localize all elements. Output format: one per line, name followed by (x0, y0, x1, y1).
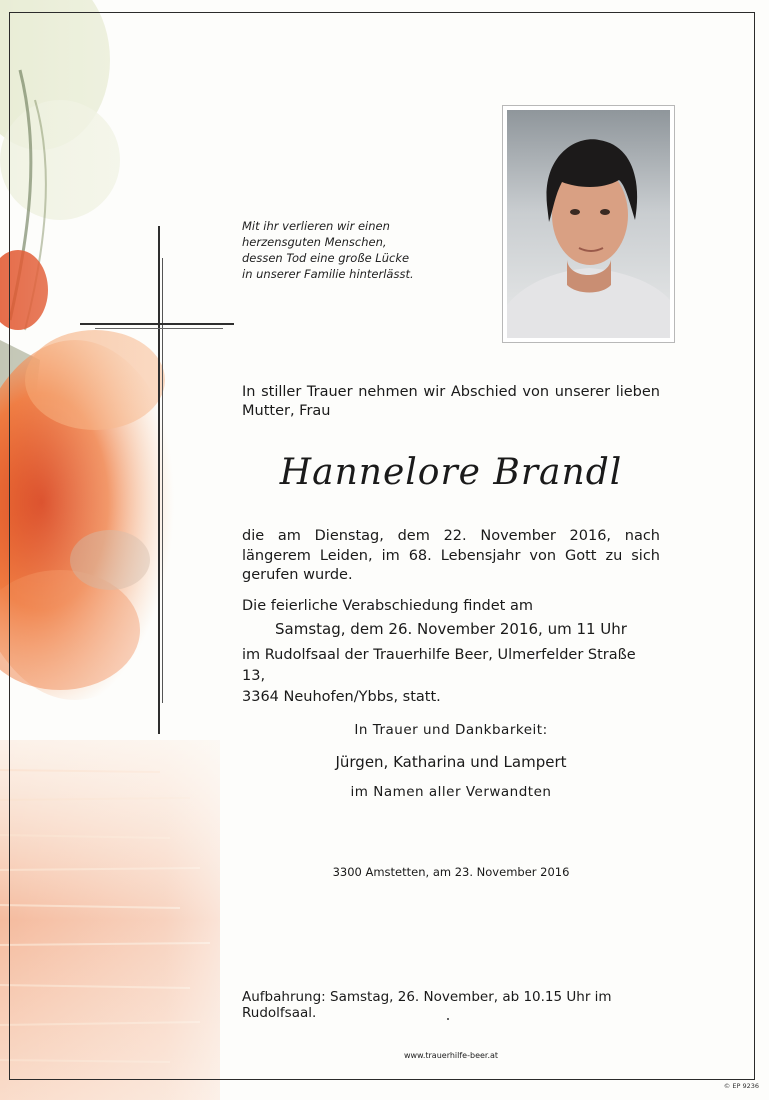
funeral-location-line: im Rudolfsaal der Trauerhilfe Beer, Ulmerfelder Straße 13, (242, 647, 636, 684)
portrait-photo (507, 110, 670, 338)
death-line: die am Dienstag, dem 22. November 2016, nach (242, 528, 660, 544)
quote-line: herzensguten Menschen, (242, 235, 387, 249)
death-notice (242, 527, 660, 586)
decorative-dot (447, 1018, 449, 1020)
memorial-quote (242, 218, 462, 282)
cross-horizontal-shadow (95, 328, 223, 329)
death-line: gerufen wurde. (242, 567, 353, 583)
cross-horizontal-bar (80, 323, 234, 325)
quote-line: Mit ihr verlieren wir einen (242, 219, 390, 233)
funeral-intro: Die feierliche Verabschiedung findet am (242, 598, 533, 614)
cross-vertical-bar (158, 226, 160, 734)
print-code: © EP 9236 (723, 1082, 759, 1090)
quote-line: in unserer Familie hinterlässt. (242, 267, 414, 281)
viewing-info: Aufbahrung: Samstag, 26. November, ab 10.15 Uhr im Rudolfsaal. (242, 989, 612, 1021)
website-link[interactable]: www.trauerhilfe-beer.at (403, 1051, 499, 1060)
funeral-location (242, 645, 660, 708)
quote-line: dessen Tod eine große Lücke (242, 251, 410, 265)
place-date: 3300 Amstetten, am 23. November 2016 (332, 865, 570, 879)
deceased-name: Hannelore Brandl (279, 452, 623, 493)
funeral-date: Samstag, dem 26. November 2016, um 11 Uhr (275, 620, 627, 638)
death-line: längerem Leiden, im 68. Lebensjahr von Gott zu sich (242, 547, 660, 564)
funeral-location-line: 3364 Neuhofen/Ybbs, statt. (242, 689, 441, 705)
mourning-heading: In Trauer und Dankbarkeit: (354, 722, 548, 738)
family-names: Jürgen, Katharina und Lampert (335, 753, 567, 771)
relatives-line: im Namen aller Verwandten (350, 784, 552, 800)
portrait-frame (502, 105, 675, 343)
intro-text: In stiller Trauer nehmen wir Abschied von unserer lieben Mutter, Frau (242, 384, 660, 419)
